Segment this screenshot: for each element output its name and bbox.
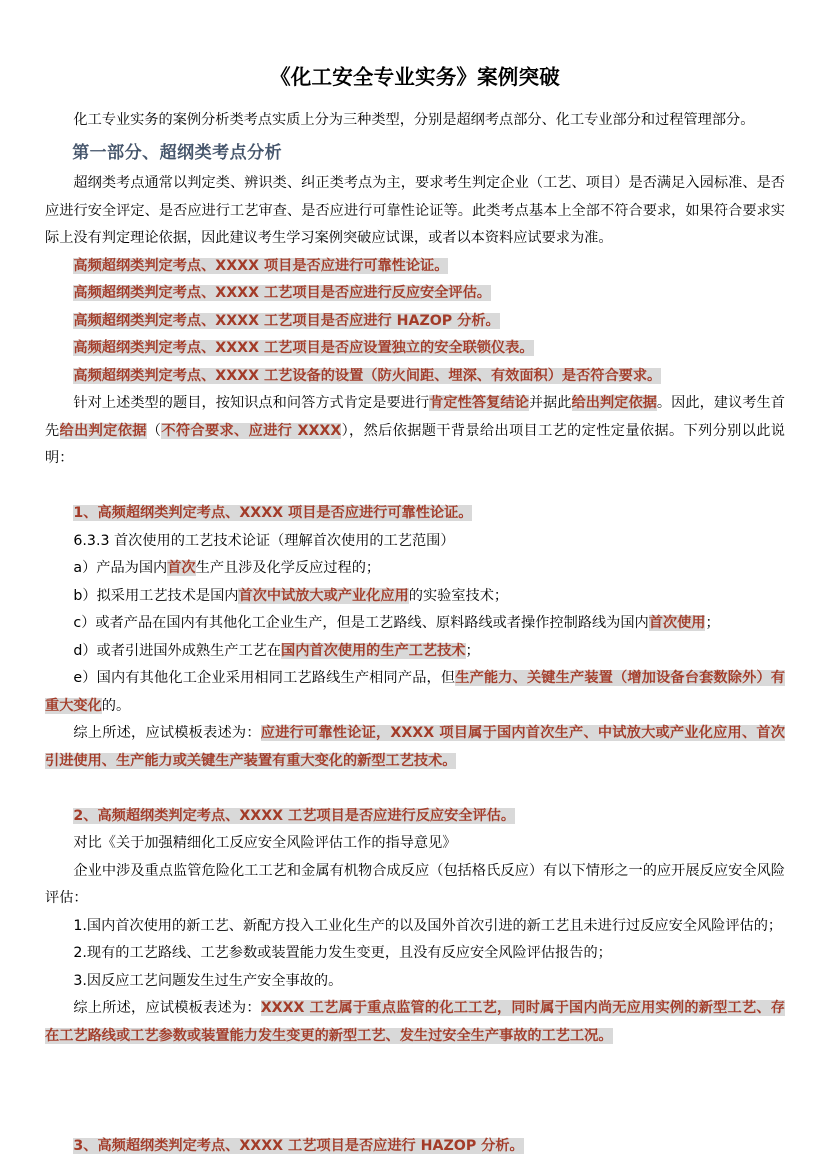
spacer-before-item-one — [45, 473, 785, 501]
subitem-a-highlight: 首次 — [167, 560, 196, 577]
spacer-blank-3 — [45, 1105, 785, 1133]
approach-text-2: 并据此 — [528, 395, 572, 412]
subitem-e-text-1: 国内有其他化工企业采用相同工艺路线生产相同产品，但 — [96, 670, 456, 687]
subitem-b-label: b） — [73, 587, 97, 604]
subitem-c-text-1: 或者产品在国内有其他化工企业生产，但是工艺路线、原料路线或者操作控制路线为国内 — [95, 615, 649, 632]
item-two-summary — [45, 995, 785, 1050]
approach-text-5: ），然后依据题干背景给出项目工艺的定性定量依据。下列分别以此说明： — [45, 422, 785, 467]
item-one-heading — [45, 500, 785, 528]
item-two-condition-3: 3.因反应工艺问题发生过生产安全事故的。 — [73, 972, 343, 989]
item-three-heading-text: 3、高频超纲类判定考点、XXXX 工艺项目是否应进行 HAZOP 分析。 — [73, 1137, 524, 1154]
subitem-c-text-2: ； — [705, 615, 720, 632]
spacer-blank-1 — [45, 1050, 785, 1078]
subitem-c-highlight: 首次使用 — [648, 615, 706, 632]
approach-highlight-4: 不符合要求、应进行 XXXX — [161, 422, 342, 439]
item-two-condition-1: 1.国内首次使用的新工艺、新配方投入工业化生产的以及国外首次引进的新工艺且未进行过反应安全风险评估的； — [73, 917, 783, 934]
bullet-item-1 — [45, 253, 785, 281]
item-one-subitem-e — [45, 665, 785, 720]
approach-highlight-1: 肯定性答复结论 — [429, 395, 529, 412]
subitem-d-text-2: ； — [465, 642, 480, 659]
approach-paragraph — [45, 390, 785, 473]
item-two-summary-prefix: 综上所述，应试模板表述为： — [73, 1000, 261, 1017]
bullet-item-2-text: 高频超纲类判定考点、XXXX 工艺项目是否应进行反应安全评估。 — [73, 285, 491, 302]
subitem-a-text-1: 产品为国内 — [96, 560, 168, 577]
subitem-e-label: e） — [73, 670, 97, 687]
item-two-heading-text: 2、高频超纲类判定考点、XXXX 工艺项目是否应进行反应安全评估。 — [73, 807, 516, 824]
spacer-before-item-two — [45, 775, 785, 803]
subitem-e-highlight: 生产能力、关键生产装置（增加设备台套数除外）有重大变化 — [45, 670, 785, 714]
item-one-summary-highlight: 应进行可靠性论证，XXXX 项目属于国内首次生产、中试放大或产业化应用、首次引进使用、生产能力或关键生产装置有重大变化的新型工艺技术。 — [45, 725, 785, 769]
approach-highlight-3: 给出判定依据 — [59, 422, 147, 439]
item-two-condition-2: 2.现有的工艺路线、工艺参数或装置能力发生变更，且没有反应安全风险评估报告的； — [73, 945, 612, 962]
bullet-item-5 — [45, 363, 785, 391]
item-one-subitem-c — [45, 610, 785, 638]
bullet-item-4 — [45, 335, 785, 363]
page-title: 《化工安全专业实务》案例突破 — [270, 65, 560, 89]
approach-text-1: 针对上述类型的题目，按知识点和问答方式肯定是要进行 — [73, 395, 430, 412]
subitem-a-label: a） — [73, 560, 97, 577]
bullet-item-3 — [45, 308, 785, 336]
item-one-subitem-b — [45, 583, 785, 611]
subitem-d-label: d） — [73, 642, 97, 659]
intro-paragraph: 化工专业实务的案例分析类考点实质上分为三种类型，分别是超纲考点部分、化工专业部分和过程管理部分。 — [73, 111, 755, 128]
subitem-a-text-2: 生产且涉及化学反应过程的； — [195, 560, 381, 577]
item-one-summary-prefix: 综上所述，应试模板表述为： — [73, 725, 261, 742]
approach-highlight-2: 给出判定依据 — [571, 395, 657, 412]
subitem-c-label: c） — [73, 615, 96, 632]
approach-text-3: 。因此，建议考生首先 — [45, 395, 785, 439]
bullet-item-5-text: 高频超纲类判定考点、XXXX 工艺设备的设置（防火间距、埋深、有效面积）是否符合要求。 — [73, 367, 662, 384]
item-three-heading — [45, 1133, 785, 1161]
subitem-b-text-2: 的实验室技术； — [408, 587, 509, 604]
bullet-item-1-text: 高频超纲类判定考点、XXXX 项目是否应进行可靠性论证。 — [73, 257, 449, 274]
approach-text-4: （ — [146, 422, 162, 439]
item-one-subitem-a — [45, 555, 785, 583]
item-two-reference: 对比《关于加强精细化工反应安全风险评估工作的指导意见》 — [73, 835, 457, 852]
section-one-intro-paragraph: 超纲类考点通常以判定类、辨识类、纠正类考点为主，要求考生判定企业（工艺、项目）是否满足入园标准、是否应进行安全评定、是否应进行工艺审查、是否应进行可靠性论证等。此类考点基本上全部不符合要求，如果符合要求实际上没有判定理论依据，因此建议考生学习案例突破应试课，或者以本资料应试要求为准。 — [45, 175, 785, 247]
subitem-b-highlight: 首次中试放大或产业化应用 — [238, 587, 409, 604]
bullet-item-2 — [45, 280, 785, 308]
item-one-subitem-d — [45, 638, 785, 666]
subitem-d-text-1: 或者引进国外成熟生产工艺在 — [96, 642, 282, 659]
item-one-clause-reference: 6.3.3 首次使用的工艺技术论证（理解首次使用的工艺范围） — [73, 532, 455, 549]
item-one-summary — [45, 720, 785, 775]
bullet-item-3-text: 高频超纲类判定考点、XXXX 工艺项目是否应进行 HAZOP 分析。 — [73, 312, 500, 329]
item-one-heading-text: 1、高频超纲类判定考点、XXXX 项目是否应进行可靠性论证。 — [73, 505, 473, 522]
bullet-item-4-text: 高频超纲类判定考点、XXXX 工艺项目是否应设置独立的安全联锁仪表。 — [73, 340, 534, 357]
item-two-heading — [45, 803, 785, 831]
subitem-d-highlight: 国内首次使用的生产工艺技术 — [281, 642, 466, 659]
section-heading-part-one: 第一部分、超纲类考点分析 — [72, 143, 283, 164]
subitem-e-text-2: 的。 — [101, 697, 131, 714]
item-two-summary-highlight: XXXX 工艺属于重点监管的化工工艺，同时属于国内尚无应用实例的新型工艺、存在工艺路线或工艺参数或装置能力发生变更的新型工艺、发生过安全生产事故的工艺工况。 — [45, 1000, 785, 1044]
item-two-lead-paragraph: 企业中涉及重点监管危险化工工艺和金属有机物合成反应（包括格氏反应）有以下情形之一的应开展反应安全风险评估： — [45, 862, 785, 907]
spacer-blank-2 — [45, 1078, 785, 1106]
subitem-b-text-1: 拟采用工艺技术是国内 — [96, 587, 239, 604]
